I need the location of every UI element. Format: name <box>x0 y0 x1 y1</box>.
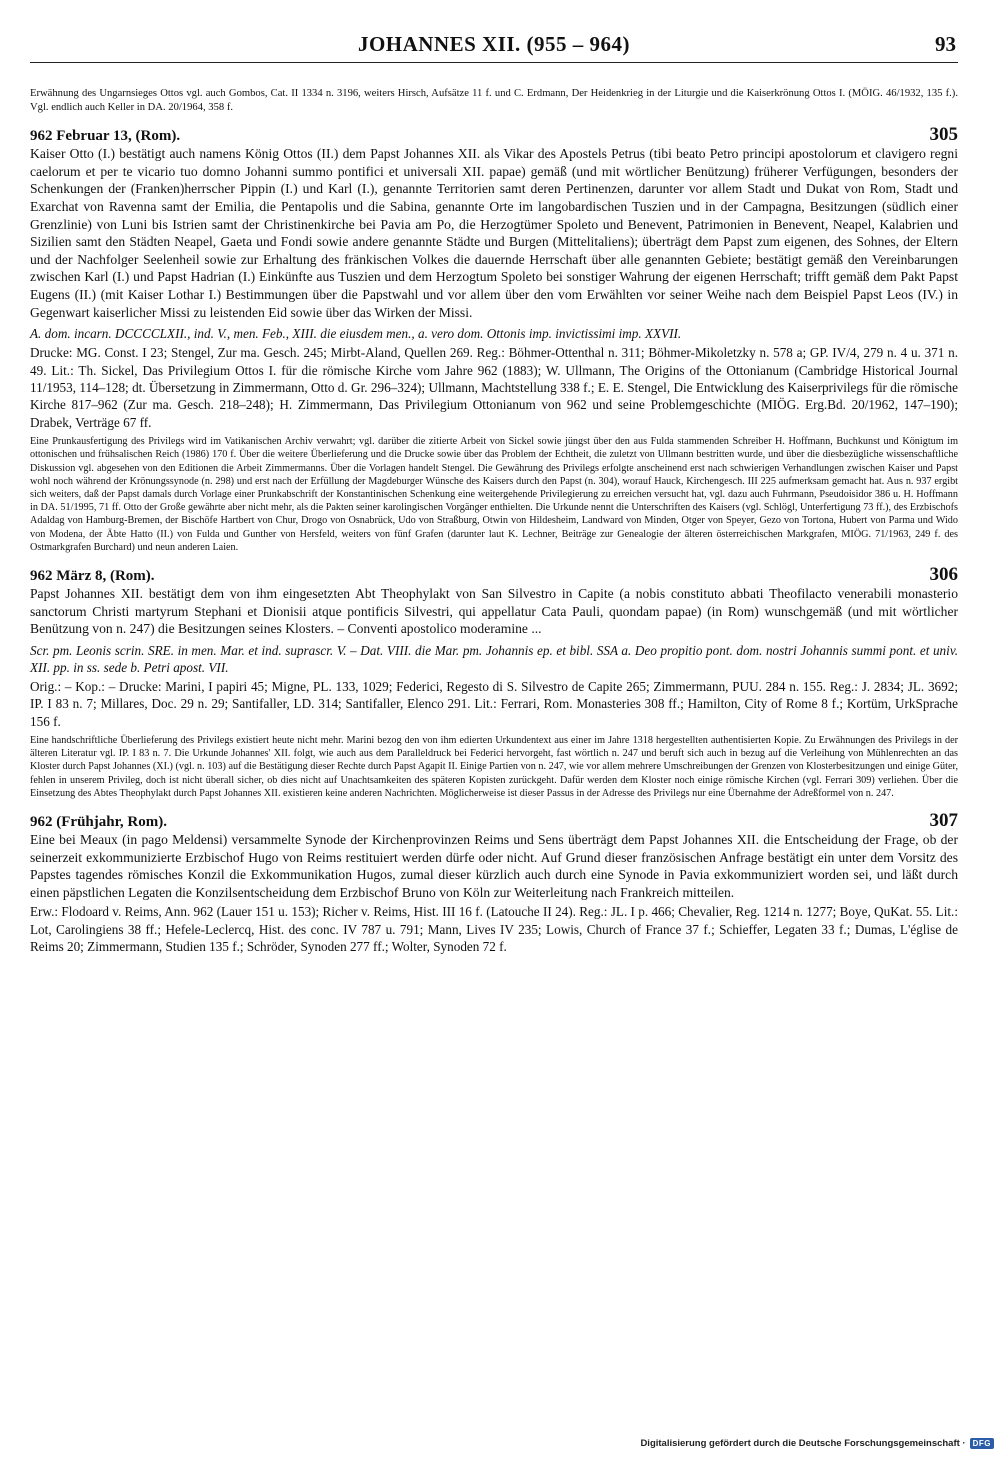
regest-number: 306 <box>929 563 958 585</box>
regest-literature: Orig.: – Kop.: – Drucke: Marini, I papiri 45; Migne, PL. 133, 1029; Federici, Regesto di S. Silvestro de Capite 265; Zimmermann, PUU. 284 n. 155. Reg.: J. 2834; JL. 3692; IP. I 83 n. 7; Millares, Doc. 29 n. 29; Santifaller, LD. 314; Santifaller, Elenco 291. Lit.: Ferrari, Rom. Monasteries 308 ff.; Hamilton, City of Rome 8 f.; Kortüm, UrkSprache 156 f. <box>30 678 958 729</box>
regest-entry-306 <box>30 563 958 800</box>
regest-heading <box>30 812 958 831</box>
document-page <box>30 28 958 960</box>
regest-dating: A. dom. incarn. DCCCCLXII., ind. V., men. Feb., XIII. die eiusdem men., a. vero dom. Ottonis imp. invictissimi imp. XXVII. <box>30 326 682 342</box>
regest-commentary: Eine handschriftliche Überlieferung des Privilegs existiert heute nicht mehr. Marini bezog den von ihm edierten Urkundentext aus einer im Jahre 1318 hergestellten authentisierten Kopie. Zu Erwähnungen des Privilegs in der älteren Literatur vgl. IP. I 83 n. 7. Die Urkunde Johannes' XII. folgt, wie auch aus dem Paralleldruck bei Federici hervorgeht, fast wörtlich n. 247 und beruft sich auch in bezug auf die Verleihung von Mühlenrechten an das Kloster durch Papst Johannes (XI.) (vgl. n. 103) auf die Bestätigung dieser Rechte durch Papst Agapit II. Einige Partien von n. 247, wie vor allem mehrere Umschreibungen der Grenzen von Klosterbesitzungen und einige Güter, fehlen in unserem Privileg, doch ist nicht überall sicher, ob dies nicht auf Unachtsamkeiten des späteren Kopisten zurückgeht. Dafür werden dem Kloster noch einige römische Kirchen (vgl. Ferrari 309) verliehen. Über die Einsetzung des Abtes Theophylakt durch Papst Johannes XII. existieren keine anderen Nachrichten. Möglicherweise ist dieser Passus in der Adresse des Privilegs nur eine Übernahme der Adreßformel von n. 247. <box>30 734 958 799</box>
regest-date: 962 Februar 13, (Rom). <box>30 128 181 145</box>
regest-literature: Erw.: Flodoard v. Reims, Ann. 962 (Lauer 151 u. 153); Richer v. Reims, Hist. III 16 f. (Latouche II 24). Reg.: JL. I p. 466; Chevalier, Reg. 1214 n. 1277; Boye, QuKat. 55. Lit.: Lot, Carolingiens 38 ff.; Hefele-Leclercq, Hist. des conc. IV 787 u. 791; Mann, Lives IV 235; Lowis, Church of France 37 f.; Schieffer, Legaten 33 f.; Dumas, L'église de Reims 20; Zimmermann, Studien 135 f.; Schröder, Synoden 277 ff.; Wolter, Synoden 72 f. <box>30 904 958 955</box>
digitization-footer <box>640 1438 994 1449</box>
regest-entry-305 <box>30 126 958 554</box>
page-number: 93 <box>935 32 956 56</box>
regest-entry-307 <box>30 812 958 956</box>
regest-date: 962 (Frühjahr, Rom). <box>30 814 167 830</box>
regest-heading <box>30 563 958 585</box>
dfg-logo-icon: DFG <box>970 1438 994 1449</box>
regest-text: Papst Johannes XII. bestätigt dem von ihm eingesetzten Abt Theophylakt von San Silvestro in Capite (a nobis constituto abbati Theofilacto venerabili monasterio sanctorum Christi martyrum Stephani et Dionisii atque pontificis Silvestri, qui appellatur Cata Pauli, quondam papae) (in Rom) wunschgemäß (und mit wörtlicher Benützung von n. 247) die Besitzungen seines Klosters. – Conventi apostolico moderamine ... <box>30 585 958 637</box>
regest-dating: Scr. pm. Leonis scrin. SRE. in men. Mar. et ind. suprascr. V. – Dat. VIII. die Mar. pm. Johannis ep. et bibl. SSA a. Deo propitio pont. dom. nostri Johannis summi pont. et univ. XII. pp. in ss. sede b. Petri apost. VII. <box>30 642 958 675</box>
regest-literature: Drucke: MG. Const. I 23; Stengel, Zur ma. Gesch. 245; Mirbt-Aland, Quellen 269. Reg.: Böhmer-Ottenthal n. 311; Böhmer-Mikoletzky n. 578 a; GP. IV/4, 279 n. 4 u. 371 n. 49. Lit.: Th. Sickel, Das Privilegium Ottos I. für die römische Kirche vom Jahre 962 (1883); W. Ullmann, The Origins of the Ottonianum (Cambridge Historical Journal 11/1953, 114–128; dt. Übersetzung in Zimmermann, Otto d. Gr. 296–324); Ullmann, Machtstellung 338 f.; E. E. Stengel, Die Entwicklung des Kaiserprivilegs für die römische Kirche 817–962 (Zur ma. Gesch. 218–248); H. Zimmermann, Das Privilegium Ottonianum von 962 und seine Problemgeschichte (MIÖG. Erg.Bd. 20/1962, 147–190); Drabek, Verträge 67 ff. <box>30 345 958 430</box>
regest-text: Eine bei Meaux (in pago Meldensi) versammelte Synode der Kirchenprovinzen Reims und Sens überträgt dem Papst Johannes XII. die Entscheidung der Frage, ob der seinerzeit exkommunizierte Erzbischof Hugo von Reims restituiert werden dürfe oder nicht. Auf Grund dieser französischen Anfrage bestätigt ein unter dem Vorsitz des Papstes tagendes römisches Konzil die Exkommunikation Hugos, zumal dieser kürzlich auch durch eine Synode in Pavia exkommuniziert worden sei, und läßt durch einen päpstlichen Legaten die Konzilsentscheidung dem Erzbischof Bruno von Köln zur Weiterleitung nach Frankreich mitteilen. <box>30 832 958 900</box>
regest-heading <box>30 126 958 145</box>
regest-number: 305 <box>929 124 958 146</box>
running-title: JOHANNES XII. (955 – 964) <box>357 32 631 56</box>
regest-text: Kaiser Otto (I.) bestätigt auch namens König Ottos (II.) dem Papst Johannes XII. als Vikar des Apostels Petrus (tibi beato Petro principi apostolorum et clavigero regni caelorum et per te vicario tuo domno Johanni summo pontifici et universali XII. papae) gemäß (und mit wörtlicher Benützung) früherer Verfügungen, besonders der Schenkungen der (Franken)herrscher Pippin (I.) und Karl (I.), genannte Territorien samt deren Pertinenzen, darunter vor allem Stadt und Dukat von Rom, Stadt und Exarchat von Ravenna samt der Emilia, die Pentapolis und die Sabina, genannte Orte im langobardischen Tuszien und in der Campagna, Besitzungen (südlich einer Grenzlinie) von Luni bis Istrien samt der Christinenkirche bei Pavia am Po, die Herzogtümer Spoleto und Benevent, Patrimonien in Benevent, Neapel, Kalabrien und Sizilien samt den Städten Neapel, Gaeta und Fondi sowie andere genannte Städte und Burgen (Mittelitaliens); überträgt dem Papst zum eigenen, des Sohnes, der Eltern und der Nachfolger Seelenheil sowie zur Erhaltung des fränkischen Volkes die dauernde Herrschaft über alle genannten Gebiete; bestätigt gemäß den Vereinbarungen zwischen Karl (I.) und Papst Hadrian (I.) Einkünfte aus Tuszien und dem Herzogtum Spoleto bei sonstiger Wahrung der eigenen Herrschaft; trifft gemäß dem Pakt Papst Eugens (II.) (mit Kaiser Lothar I.) Bestimmungen über die Papstwahl und vor allem über den vom Erwählten vor seiner Weihe nach dem Beispiel Papst Leos (IV.) in Gegenwart kaiserlicher Missi zu leistenden Eid sowie über das Wirken der Missi. <box>30 146 958 320</box>
page-header <box>30 28 958 63</box>
regest-commentary: Eine Prunkausfertigung des Privilegs wird im Vatikanischen Archiv verwahrt; vgl. darüber die zitierte Arbeit von Sickel sowie jüngst über den aus Fulda stammenden Schreiber H. Hoffmann, Buchkunst und Königtum im ottonischen und frühsalischen Reich (1986) 170 f. Über die weitere Überlieferung und die Drucke sowie über das Problem der Echtheit, die zuletzt von Ullmann bestritten wurde, und über die diesbezügliche wissenschaftliche Diskussion vgl. abgesehen von den Editionen die Arbeit Zimmermanns. Über die Vorlagen handelt Stengel. Die Gewährung des Privilegs erfolgte anscheinend erst nach schwierigen Verhandlungen zwischen Kaiser und Papst wohl noch während der Krönungssynode (n. 298) und erst nach der Erfüllung der Magdeburger Wünsche des Kaisers durch den Papst (n. 304), worauf Hauck, Kirchengesch. III 225 aufmerksam gemacht hat. Aus n. 937 ergibt sich weiters, daß der Papst damals durch Vorlage einer Prunkabschrift der Konstantinischen Schenkung eine weitergehende Privilegierung zu erreichen versucht hat, vgl. dazu auch Fuhrmann, Pseudoisidor 386 u. H. Hoffmann in DA. 51/1995, 71 ff. Otto der Große gewährte aber nicht mehr, als die Pakten seiner karolingischen Vorgänger enthielten. Die Urkunde nennt die Unterschriften des Kaisers (vgl. Schlögl, Unterfertigung 73 ff.), des Erzbischofs Adaldag von Hamburg-Bremen, der Bischöfe Hartbert von Chur, Drogo von Osnabrück, Udo von Straßburg, Otwin von Hildesheim, Landward von Minden, Otger von Speyer, Gezo von Tortona, Hubert von Parma und Wido von Modena, der Äbte Hatto (II.) von Fulda und Gunther von Hersfeld, weiters von fünf Grafen (darunter laut K. Lechner, Beiträge zur Genealogie der älteren österreichischen Markgrafen, MIÖG. 71/1963, 249 f. des Ostmarkgrafen Burchard) und neun anderen Laien. <box>30 436 958 553</box>
regest-date: 962 März 8, (Rom). <box>30 567 155 584</box>
footer-text: Digitalisierung gefördert durch die Deutsche Forschungsgemeinschaft · <box>640 1438 966 1449</box>
regest-number: 307 <box>929 810 958 831</box>
carryover-note: Erwähnung des Ungarnsieges Ottos vgl. auch Gombos, Cat. II 1334 n. 3196, weiters Hirsch, Aufsätze 11 f. und C. Erdmann, Der Heidenkrieg in der Liturgie und die Kaiserkrönung Ottos I. (MÖIG. 46/1932, 135 f.). Vgl. endlich auch Keller in DA. 20/1964, 358 f. <box>30 88 958 113</box>
